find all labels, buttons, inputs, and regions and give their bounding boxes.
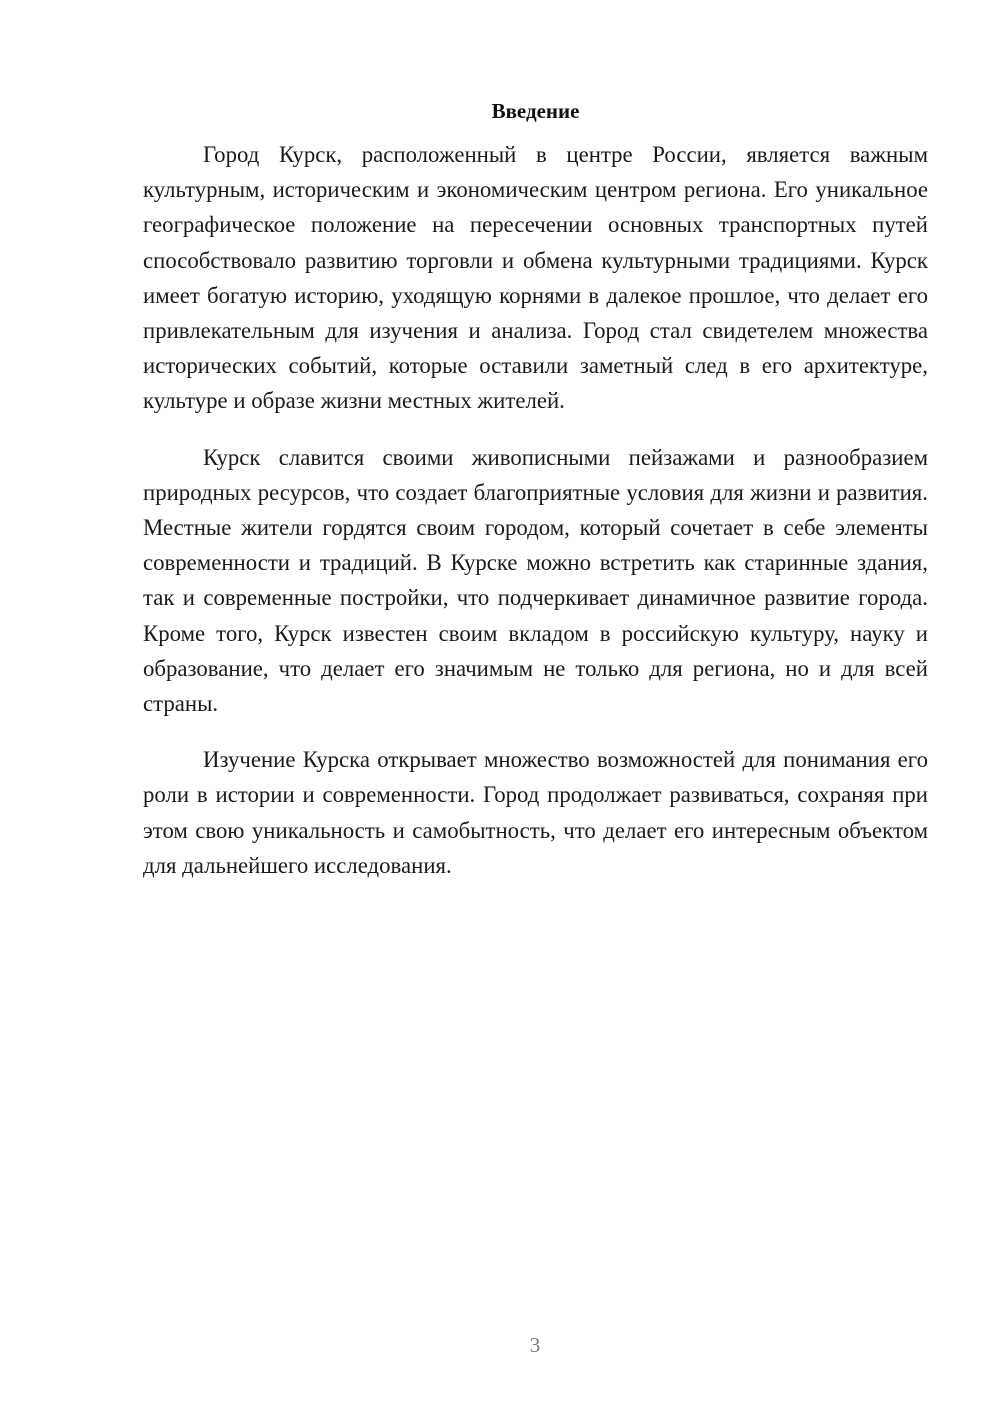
paragraph-3: Изучение Курска открывает множество возможностей для понимания его роли в истории и современности. Город продолжает развиваться, сохраняя при этом свою уникальность и самобытность, что делает его интересным объектом для дальнейшего исследования.: [143, 747, 928, 878]
page-number: 3: [529, 1333, 541, 1357]
section-heading: Введение: [491, 99, 580, 123]
page-content: [143, 96, 928, 883]
paragraph-2: Курск славится своими живописными пейзажами и разнообразием природных ресурсов, что создает благоприятные условия для жизни и развития. Местные жители гордятся своим городом, который сочетает в себе элементы современности и традиций. В Курске можно встретить как старинные здания, так и современные постройки, что подчеркивает динамичное развитие города. Кроме того, Курск известен своим вкладом в российскую культуру, науку и образование, что делает его значимым не только для региона, но и для всей страны.: [143, 444, 928, 717]
paragraph-1: Город Курск, расположенный в центре России, является важным культурным, историческим и экономическим центром региона. Его уникальное географическое положение на пересечении основных транспортных путей способствовало развитию торговли и обмена культурными традициями. Курск имеет богатую историю, уходящую корнями в далекое прошлое, что делает его привлекательным для изучения и анализа. Город стал свидетелем множества исторических событий, которые оставили заметный след в его архитектуре, культуре и образе жизни местных жителей.: [143, 142, 928, 414]
